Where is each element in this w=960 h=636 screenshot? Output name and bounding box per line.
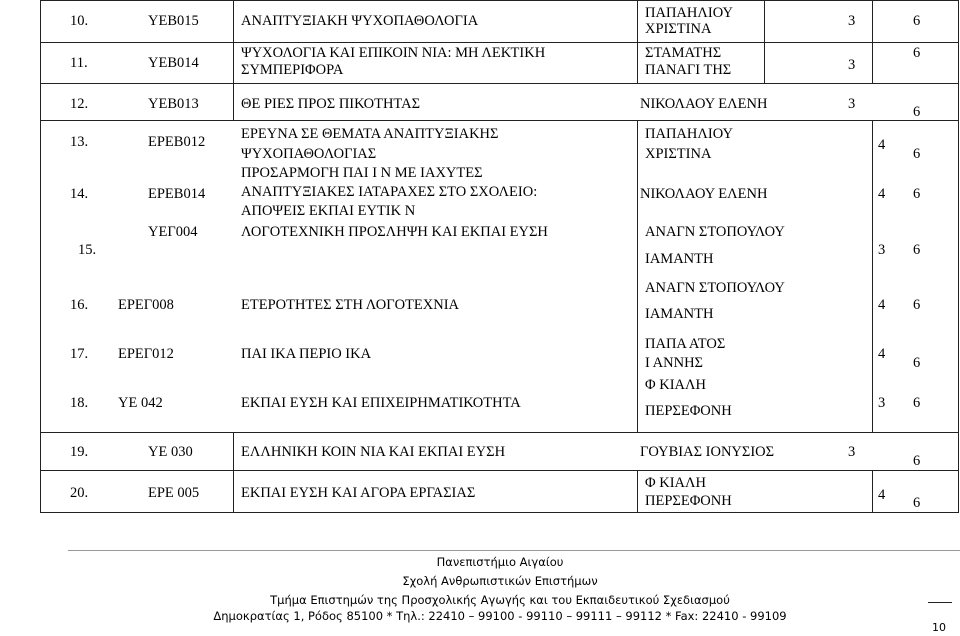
hours: 3 xyxy=(878,395,886,411)
hours: 4 xyxy=(878,137,886,153)
ects: 6 xyxy=(913,45,921,61)
footer-address: Δημοκρατίας 1, Ρόδος 85100 * Τηλ.: 22410 – 99100 - 99110 – 99111 – 99112 * Fax: 22410 - 99109 xyxy=(213,609,787,623)
ects: 6 xyxy=(913,453,921,469)
course-code: EPEΓ012 xyxy=(118,346,174,362)
footer-department: Τμήμα Επιστημών της Προσχολικής Αγωγής και του Εκπαιδευτικού Σχεδιασμού xyxy=(270,593,730,607)
row-number: 15. xyxy=(78,242,97,258)
course-title: ΠΑΙ ΙΚΑ ΠΕΡΙΟ ΙΚΑ xyxy=(241,346,372,362)
row-divider xyxy=(40,83,958,84)
instructor: ΑΝΑΓΝ ΣΤΟΠΟΥΛΟΥ xyxy=(645,224,785,240)
course-title: ΣΥΜΠΕΡΙΦΟΡΑ xyxy=(241,62,344,78)
course-code: EPE 005 xyxy=(148,485,200,501)
instructor: ΠΕΡΣΕΦΟΝΗ xyxy=(645,493,732,509)
instructor: ΙΑΜΑΝΤΗ xyxy=(645,251,714,267)
row-divider xyxy=(40,432,958,433)
ects: 6 xyxy=(913,13,921,29)
course-title: ΕΡΕΥΝΑ ΣΕ ΘΕΜΑΤΑ ΑΝΑΠΤΥΞΙΑΚΗΣ xyxy=(241,126,499,142)
column-divider xyxy=(872,0,873,84)
row-divider xyxy=(40,42,958,43)
instructor: ΠΑΠΑΗΛΙΟΥ xyxy=(645,126,733,142)
instructor: ΙΑΜΑΝΤΗ xyxy=(645,306,714,322)
course-title: ΑΝΑΠΤΥΞΙΑΚΗ ΨΥΧΟΠΑΘΟΛΟΓΙΑ xyxy=(241,13,479,29)
column-divider xyxy=(637,120,638,432)
ects: 6 xyxy=(913,242,921,258)
row-divider xyxy=(40,120,958,121)
course-title: ΕΤΕΡΟΤΗΤΕΣ ΣΤΗ ΛΟΓΟΤΕΧΝΙΑ xyxy=(241,297,460,313)
row-number: 12. xyxy=(70,96,89,112)
course-code: EPEB014 xyxy=(148,186,206,202)
row-number: 20. xyxy=(70,485,89,501)
table-left-border xyxy=(40,0,41,513)
hours: 3 xyxy=(848,444,856,460)
table-right-border xyxy=(958,0,959,513)
row-number: 17. xyxy=(70,346,89,362)
row-divider xyxy=(40,470,958,471)
instructor: ΠΑΠΑ ΑΤΟΣ xyxy=(645,336,726,352)
hours: 3 xyxy=(878,242,886,258)
instructor: ΝΙΚΟΛΑΟΥ ΕΛΕΝΗ xyxy=(640,186,768,202)
row-number: 19. xyxy=(70,444,89,460)
instructor: ΑΝΑΓΝ ΣΤΟΠΟΥΛΟΥ xyxy=(645,280,785,296)
ects: 6 xyxy=(913,186,921,202)
hours: 3 xyxy=(848,13,856,29)
column-divider xyxy=(233,0,234,120)
course-title: ΘΕ ΡΙΕΣ ΠΡΟΣ ΠΙΚΟΤΗΤΑΣ xyxy=(241,96,421,112)
instructor: ΠΑΝΑΓΙ ΤΗΣ xyxy=(645,62,732,78)
page-number: 10 xyxy=(932,621,946,634)
course-code: EPEΓ008 xyxy=(118,297,174,313)
hours: 4 xyxy=(878,297,886,313)
course-title: ΕΚΠΑΙ ΕΥΣΗ ΚΑΙ ΑΓΟΡΑ ΕΡΓΑΣΙΑΣ xyxy=(241,485,476,501)
course-code: YEB015 xyxy=(148,13,199,29)
instructor: ΝΙΚΟΛΑΟΥ ΕΛΕΝΗ xyxy=(640,96,768,112)
instructor: ΣΤΑΜΑΤΗΣ xyxy=(645,45,722,61)
column-divider xyxy=(764,0,765,84)
row-number: 16. xyxy=(70,297,89,313)
ects: 6 xyxy=(913,297,921,313)
ects: 6 xyxy=(913,146,921,162)
instructor: ΓΟΥΒΙΑΣ ΙΟΝΥΣΙΟΣ xyxy=(640,444,775,460)
instructor: ΠΕΡΣΕΦΟΝΗ xyxy=(645,403,732,419)
row-number: 13. xyxy=(70,134,89,150)
course-code: YEΓ004 xyxy=(148,224,198,240)
course-title: ΨΥΧΟΛΟΓΙΑ ΚΑΙ ΕΠΙΚΟΙΝ ΝΙΑ: ΜΗ ΛΕΚΤΙΚΗ xyxy=(241,45,546,61)
footer-school: Σχολή Ανθρωπιστικών Επιστήμων xyxy=(402,574,598,588)
course-title: ΕΛΛΗΝΙΚΗ ΚΟΙΝ ΝΙΑ ΚΑΙ ΕΚΠΑΙ ΕΥΣΗ xyxy=(241,444,506,460)
course-title: ΕΚΠΑΙ ΕΥΣΗ ΚΑΙ ΕΠΙΧΕΙΡΗΜΑΤΙΚΟΤΗΤΑ xyxy=(241,395,521,411)
table-bottom-border xyxy=(40,512,958,513)
course-title: ΑΝΑΠΤΥΞΙΑΚΕΣ ΙΑΤΑΡΑΧΕΣ ΣΤΟ ΣΧΟΛΕΙΟ: xyxy=(241,184,538,200)
course-code: YEB014 xyxy=(148,55,199,71)
ects: 6 xyxy=(913,395,921,411)
column-divider xyxy=(637,0,638,84)
course-title: ΛΟΓΟΤΕΧΝΙΚΗ ΠΡΟΣΛΗΨΗ ΚΑΙ ΕΚΠΑΙ ΕΥΣΗ xyxy=(241,224,548,240)
instructor: Φ ΚΙΑΛΗ xyxy=(645,377,706,393)
hours: 3 xyxy=(848,96,856,112)
instructor: Ι ΑΝΝΗΣ xyxy=(645,355,703,371)
ects: 6 xyxy=(913,495,921,511)
table-top-border xyxy=(40,0,958,1)
instructor: ΠΑΠΑΗΛΙΟΥ xyxy=(645,5,733,21)
course-title: ΑΠΟΨΕΙΣ ΕΚΠΑΙ ΕΥΤΙΚ Ν xyxy=(241,203,416,219)
instructor: Φ ΚΙΑΛΗ xyxy=(645,475,706,491)
course-code: EPEB012 xyxy=(148,134,206,150)
column-divider xyxy=(637,470,638,512)
page-number-rule xyxy=(928,602,952,603)
row-number: 11. xyxy=(70,55,88,71)
row-number: 14. xyxy=(70,186,89,202)
row-number: 18. xyxy=(70,395,89,411)
footer-university: Πανεπιστήμιο Αιγαίου xyxy=(436,555,564,569)
hours: 4 xyxy=(878,487,886,503)
course-title: ΨΥΧΟΠΑΘΟΛΟΓΙΑΣ xyxy=(241,146,377,162)
course-code: YEB013 xyxy=(148,96,199,112)
row-number: 10. xyxy=(70,13,89,29)
column-divider xyxy=(233,432,234,512)
column-divider xyxy=(872,470,873,512)
hours: 4 xyxy=(878,186,886,202)
course-title: ΠΡΟΣΑΡΜΟΓΗ ΠΑΙ Ι Ν ΜΕ ΙΑΧΥΤΕΣ xyxy=(241,165,483,181)
footer-rule xyxy=(68,550,960,551)
ects: 6 xyxy=(913,104,921,120)
course-code: YE 030 xyxy=(148,444,193,460)
instructor: ΧΡΙΣΤΙΝΑ xyxy=(645,146,712,162)
column-divider xyxy=(872,120,873,432)
hours: 3 xyxy=(848,57,856,73)
instructor: ΧΡΙΣΤΙΝΑ xyxy=(645,21,712,37)
course-code: YE 042 xyxy=(118,395,163,411)
ects: 6 xyxy=(913,355,921,371)
hours: 4 xyxy=(878,346,886,362)
